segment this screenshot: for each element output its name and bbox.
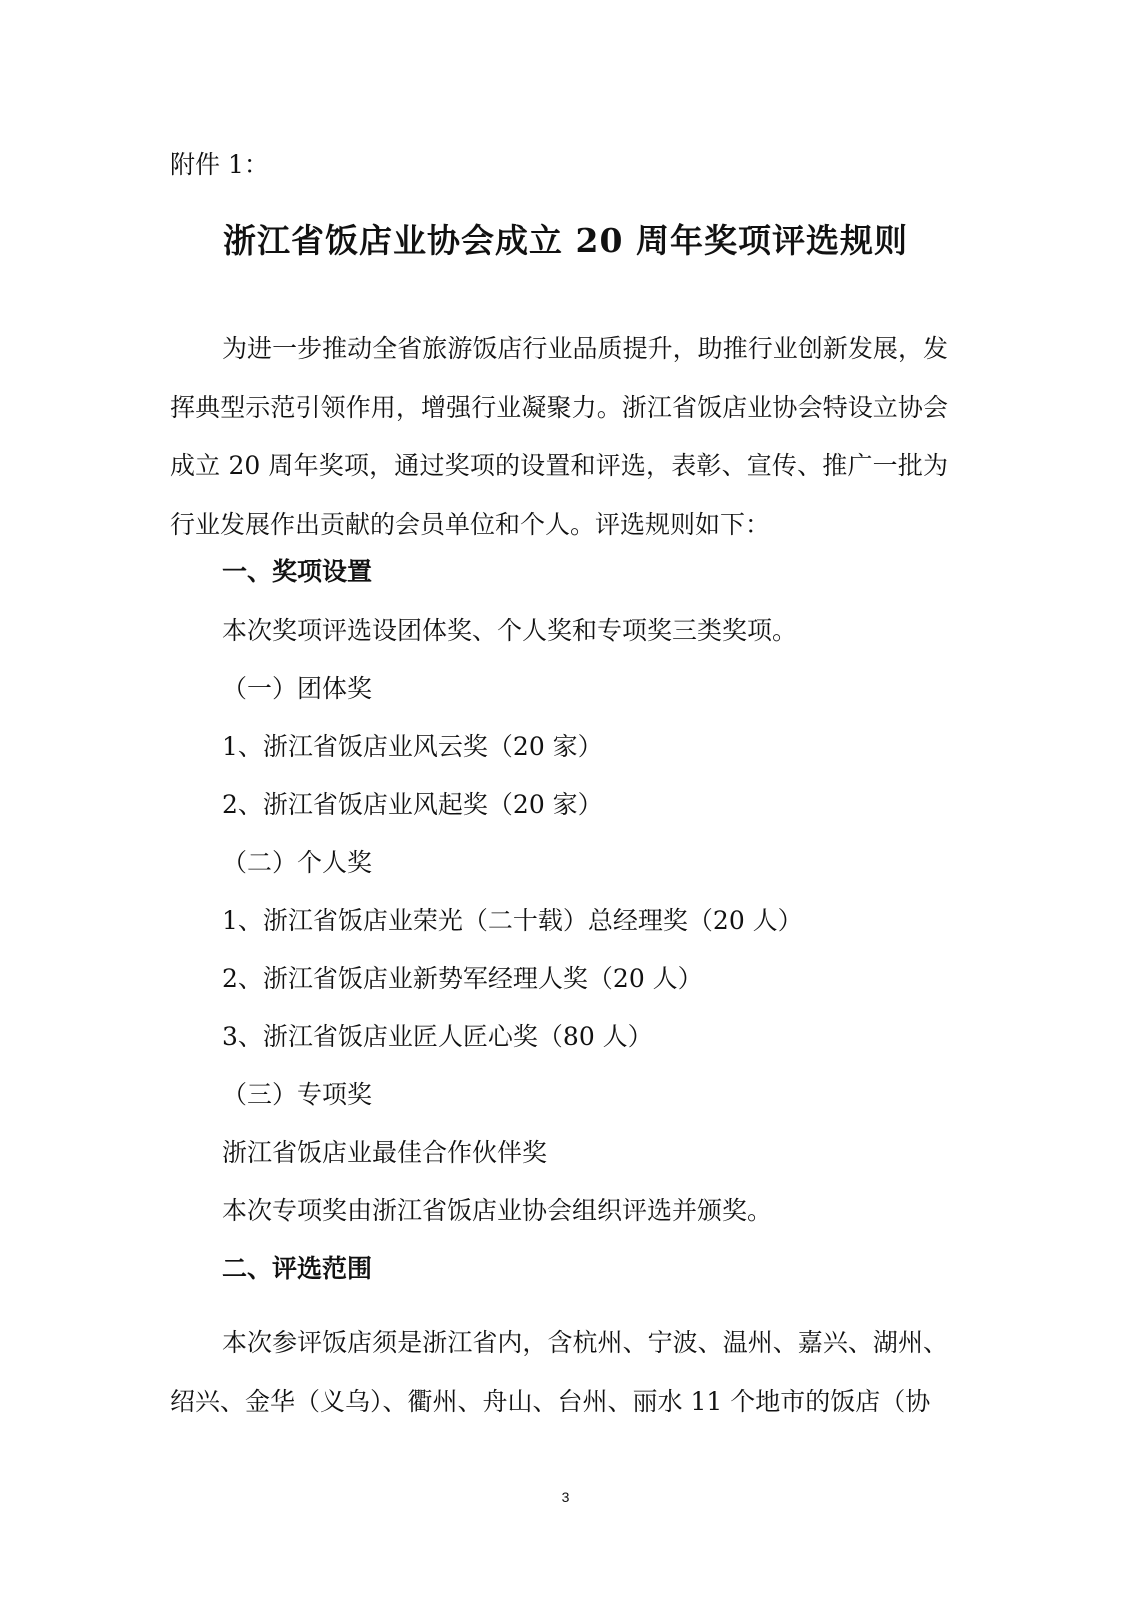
document-title: 浙江省饭店业协会成立 20 周年奖项评选规则 xyxy=(223,221,908,260)
individual-award-heading: （二）个人奖 xyxy=(222,848,373,877)
attachment-label: 附件 1： xyxy=(170,150,269,179)
special-award-heading: （三）专项奖 xyxy=(222,1080,373,1109)
section1-summary: 本次奖项评选设团体奖、个人奖和专项奖三类奖项。 xyxy=(222,616,798,645)
section2-paragraph: 本次参评饭店须是浙江省内，含杭州、宁波、温州、嘉兴、湖州、绍兴、金华（义乌）、衢州、舟山、台州、丽水 11 个地市的饭店（协 xyxy=(170,1328,948,1416)
section1-heading: 一、奖项设置 xyxy=(222,557,373,586)
page-number: 3 xyxy=(561,1489,570,1505)
individual-award-item: 3、浙江省饭店业匠人匠心奖（80 人） xyxy=(222,1022,653,1051)
intro-paragraph: 为进一步推动全省旅游饭店行业品质提升，助推行业创新发展，发挥典型示范引领作用，增强行业凝聚力。浙江省饭店业协会特设立协会成立 20 周年奖项，通过奖项的设置和评选，表彰、宣传、推广一批为行业发展作出贡献的会员单位和个人。评选规则如下： xyxy=(170,334,948,539)
group-award-item: 2、浙江省饭店业风起奖（20 家） xyxy=(222,790,603,819)
group-award-heading: （一）团体奖 xyxy=(222,674,373,703)
special-award-name: 浙江省饭店业最佳合作伙伴奖 xyxy=(222,1138,548,1167)
special-award-note: 本次专项奖由浙江省饭店业协会组织评选并颁奖。 xyxy=(222,1196,773,1225)
group-award-item: 1、浙江省饭店业风云奖（20 家） xyxy=(222,732,603,761)
individual-award-item: 1、浙江省饭店业荣光（二十载）总经理奖（20 人） xyxy=(222,906,803,935)
individual-award-item: 2、浙江省饭店业新势军经理人奖（20 人） xyxy=(222,964,703,993)
section2-heading: 二、评选范围 xyxy=(222,1254,373,1283)
